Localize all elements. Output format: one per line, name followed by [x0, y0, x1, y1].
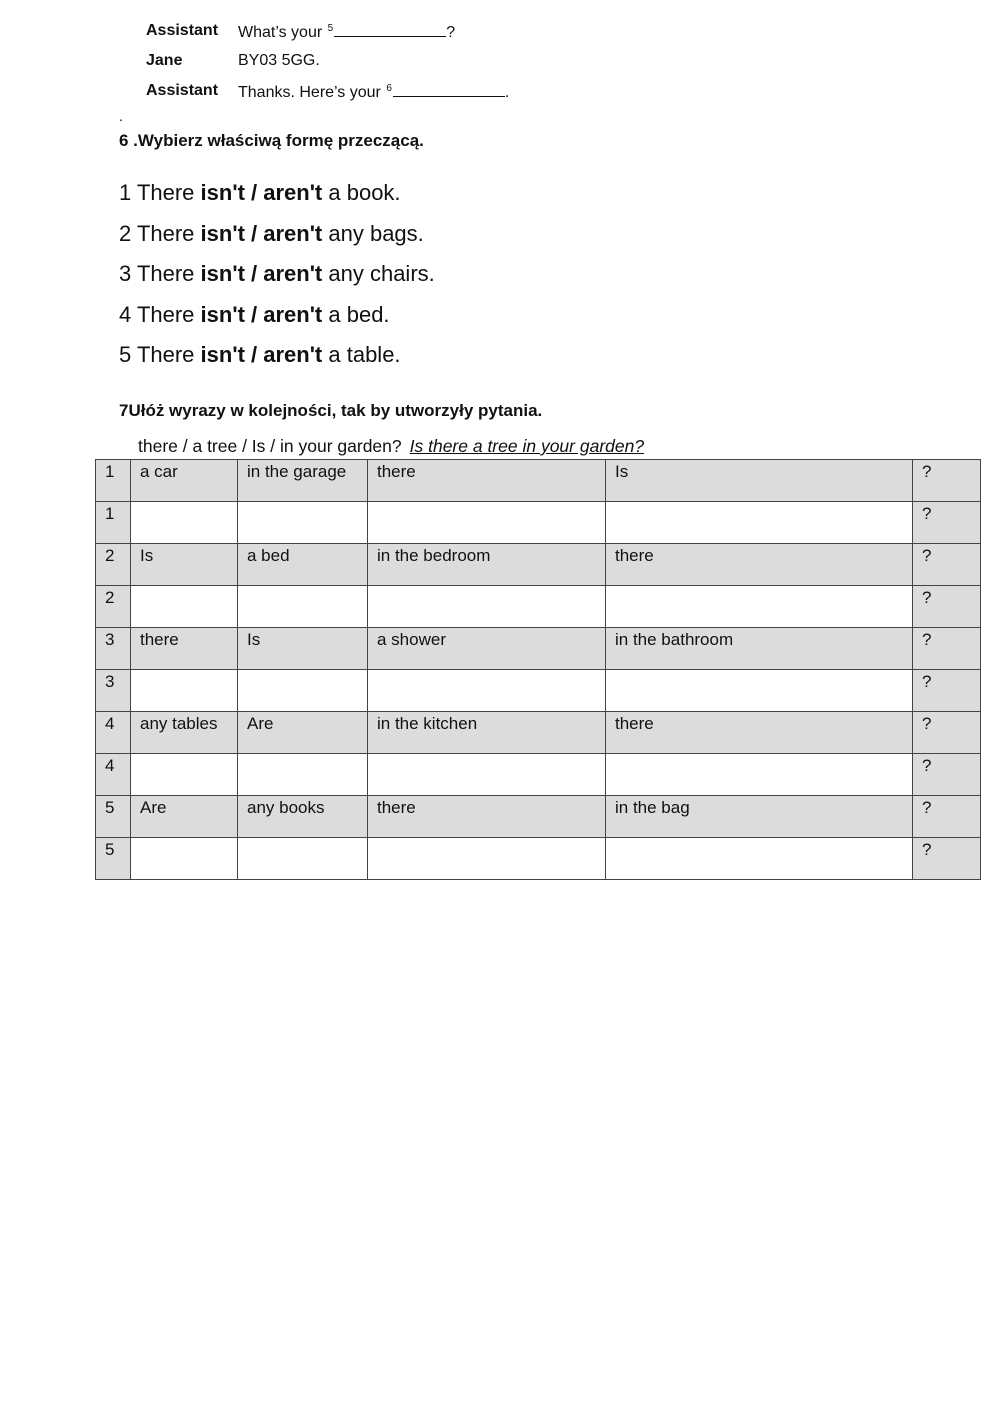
exercise-7-heading: 7Ułóż wyrazy w kolejności, tak by utworzyły pytania.	[119, 401, 543, 420]
word-cell: Is	[131, 544, 238, 586]
word-cell: a car	[131, 460, 238, 502]
word-cell: in the bedroom	[368, 544, 606, 586]
item-text: any chairs.	[322, 261, 435, 287]
gap-6-blank[interactable]	[393, 82, 505, 97]
word-cell: any tables	[131, 712, 238, 754]
answer-drop-cell[interactable]	[368, 754, 606, 796]
item-text: any bags.	[322, 220, 424, 246]
row-number: 3	[96, 628, 131, 670]
answer-drop-cell[interactable]	[606, 838, 913, 880]
gap-number: 6	[386, 83, 392, 94]
question-mark: ?	[913, 796, 981, 838]
exercise-6-item	[119, 175, 435, 216]
question-mark: ?	[913, 586, 981, 628]
utterance	[238, 82, 509, 102]
table-row-words	[96, 796, 981, 838]
utterance-text: Thanks. Here’s your	[238, 84, 386, 101]
answer-drop-cell[interactable]	[368, 502, 606, 544]
utterance	[238, 22, 455, 42]
utterance: BY03 5GG.	[238, 52, 320, 69]
word-cell: a shower	[368, 628, 606, 670]
word-cell: there	[368, 460, 606, 502]
row-number: 1	[96, 460, 131, 502]
row-number: 4	[96, 754, 131, 796]
speaker-label: Assistant	[146, 22, 219, 39]
row-number: 5	[96, 796, 131, 838]
answer-drop-cell[interactable]	[606, 670, 913, 712]
gap-5-blank[interactable]	[334, 22, 446, 37]
item-text: 2 There	[119, 220, 201, 246]
stray-dot: .	[119, 108, 123, 124]
exercise-6-item	[119, 216, 435, 257]
question-mark: ?	[913, 712, 981, 754]
word-cell: Are	[238, 712, 368, 754]
choice-dropdown[interactable]: isn't / aren't	[200, 301, 323, 327]
utterance-end: .	[504, 84, 510, 101]
question-mark: ?	[913, 670, 981, 712]
answer-drop-cell[interactable]	[368, 586, 606, 628]
item-text: 1 There	[119, 180, 201, 205]
table-row-words	[96, 628, 981, 670]
word-cell: any books	[238, 796, 368, 838]
answer-drop-cell[interactable]	[606, 586, 913, 628]
row-number: 1	[96, 502, 131, 544]
utterance-text: What’s your	[238, 24, 327, 41]
word-cell: there	[606, 712, 913, 754]
table-row-answer	[96, 502, 981, 544]
answer-drop-cell[interactable]	[238, 586, 368, 628]
word-cell: there	[368, 796, 606, 838]
answer-drop-cell[interactable]	[131, 670, 238, 712]
exercise-6-item	[119, 337, 435, 378]
question-mark: ?	[913, 838, 981, 880]
item-text: a bed.	[322, 301, 390, 327]
item-text: a table.	[322, 342, 401, 368]
answer-drop-cell[interactable]	[238, 838, 368, 880]
answer-drop-cell[interactable]	[368, 838, 606, 880]
answer-drop-cell[interactable]	[131, 838, 238, 880]
question-mark: ?	[913, 502, 981, 544]
example-answer: Is there a tree in your garden?	[409, 436, 645, 456]
item-text: a book.	[322, 180, 401, 205]
word-order-table	[95, 459, 981, 880]
word-cell: Is	[238, 628, 368, 670]
word-cell: in the bathroom	[606, 628, 913, 670]
table-row-words	[96, 712, 981, 754]
word-cell: there	[606, 544, 913, 586]
exercise-6-heading: 6 .Wybierz właściwą formę przeczącą.	[119, 131, 424, 150]
choice-dropdown[interactable]: isn't / aren't	[200, 342, 323, 368]
answer-drop-cell[interactable]	[368, 670, 606, 712]
choice-dropdown[interactable]: isn't / aren't	[200, 220, 323, 246]
answer-drop-cell[interactable]	[238, 502, 368, 544]
row-number: 2	[96, 544, 131, 586]
choice-dropdown[interactable]: isn't / aren't	[200, 261, 323, 287]
speaker-label: Jane	[146, 52, 183, 69]
answer-drop-cell[interactable]	[238, 754, 368, 796]
row-number: 4	[96, 712, 131, 754]
utterance-end: ?	[446, 24, 456, 41]
answer-drop-cell[interactable]	[131, 754, 238, 796]
table-row-answer	[96, 586, 981, 628]
word-cell: there	[131, 628, 238, 670]
example-line	[138, 436, 644, 457]
choice-dropdown[interactable]: isn't / aren't	[200, 180, 323, 205]
exercise-6-list	[119, 175, 435, 378]
word-cell: Are	[131, 796, 238, 838]
gap-number: 5	[327, 23, 334, 34]
answer-drop-cell[interactable]	[606, 754, 913, 796]
question-mark: ?	[913, 460, 981, 502]
item-text: 5 There	[119, 342, 201, 368]
answer-drop-cell[interactable]	[131, 586, 238, 628]
question-mark: ?	[913, 544, 981, 586]
item-text: 4 There	[119, 301, 201, 327]
word-cell: in the garage	[238, 460, 368, 502]
table-row-answer	[96, 754, 981, 796]
question-mark: ?	[913, 754, 981, 796]
answer-drop-cell[interactable]	[131, 502, 238, 544]
item-text: 3 There	[119, 261, 201, 287]
row-number: 5	[96, 838, 131, 880]
row-number: 2	[96, 586, 131, 628]
table-row-words	[96, 544, 981, 586]
table-row-answer	[96, 670, 981, 712]
answer-drop-cell[interactable]	[238, 670, 368, 712]
table-row-words	[96, 460, 981, 502]
answer-drop-cell[interactable]	[606, 502, 913, 544]
word-cell: Is	[606, 460, 913, 502]
word-cell: in the kitchen	[368, 712, 606, 754]
word-cell: a bed	[238, 544, 368, 586]
row-number: 3	[96, 670, 131, 712]
question-mark: ?	[913, 628, 981, 670]
example-prompt: there / a tree / Is / in your garden?	[138, 436, 402, 456]
speaker-label: Assistant	[146, 82, 219, 99]
word-cell: in the bag	[606, 796, 913, 838]
exercise-6-item	[119, 256, 435, 297]
table-row-answer	[96, 838, 981, 880]
exercise-6-item	[119, 297, 435, 338]
